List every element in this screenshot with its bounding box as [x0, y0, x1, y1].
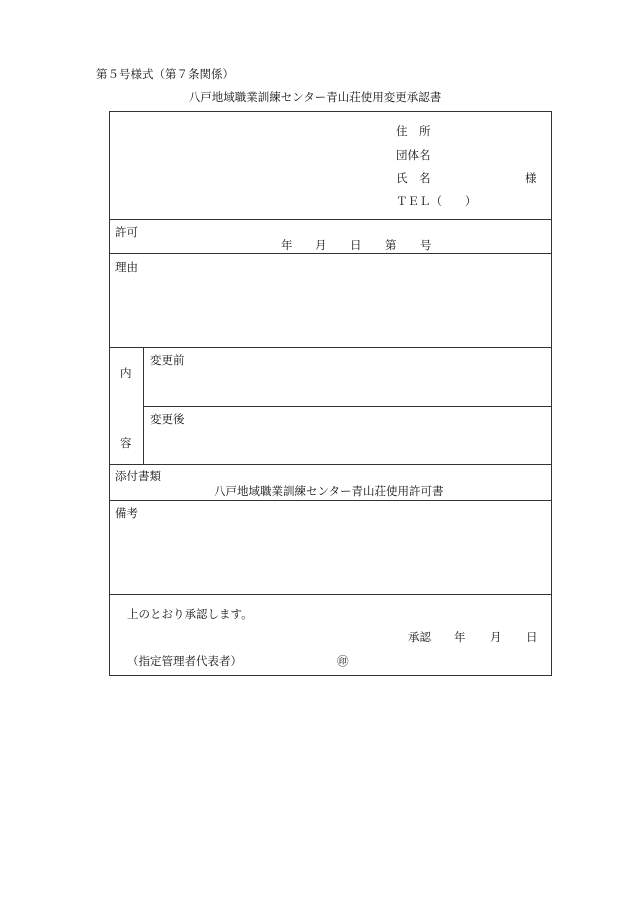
content-label-top: 内 — [120, 366, 132, 380]
content-section — [110, 348, 551, 465]
permit-year-label: 年 — [281, 238, 293, 252]
approval-year-label: 年 — [454, 630, 466, 644]
form-code: 第５号様式（第７条関係） — [96, 67, 234, 81]
approval-section — [110, 595, 551, 677]
permit-month-label: 月 — [315, 238, 327, 252]
content-label-bottom: 容 — [120, 436, 132, 450]
permit-number-suffix: 号 — [420, 238, 432, 252]
name-label: 氏 名 — [396, 171, 431, 185]
reason-label: 理由 — [115, 260, 138, 274]
seal-mark: ㊞ — [337, 654, 349, 668]
approval-statement: 上のとおり承認します。 — [127, 607, 253, 621]
form-title: 八戸地域職業訓練センター青山荘使用変更承認書 — [188, 90, 442, 104]
reason-section — [110, 254, 551, 348]
org-name-label: 団体名 — [396, 148, 431, 162]
applicant-section — [110, 112, 551, 220]
attachments-value: 八戸地域職業訓練センター青山荘使用許可書 — [214, 484, 444, 498]
remarks-section — [110, 501, 551, 595]
manager-label: （指定管理者代表者） — [127, 654, 242, 668]
content-divider — [144, 406, 551, 407]
permit-section — [110, 220, 551, 254]
permit-day-label: 日 — [350, 238, 362, 252]
attachments-label: 添付書類 — [115, 469, 161, 483]
approval-month-label: 月 — [490, 630, 502, 644]
permit-number-prefix: 第 — [385, 238, 397, 252]
tel-label: ＴＥＬ（ ） — [396, 194, 477, 208]
remarks-label: 備考 — [115, 506, 138, 520]
permit-label: 許可 — [115, 225, 138, 239]
approval-label: 承認 — [408, 630, 431, 644]
content-label-cell — [110, 348, 144, 465]
after-change-label: 変更後 — [150, 412, 185, 426]
before-change-label: 変更前 — [150, 353, 185, 367]
attachments-section — [110, 465, 551, 501]
form-frame — [109, 111, 552, 676]
approval-day-label: 日 — [526, 630, 538, 644]
honorific-label: 様 — [525, 171, 537, 185]
address-label: 住 所 — [396, 124, 431, 138]
